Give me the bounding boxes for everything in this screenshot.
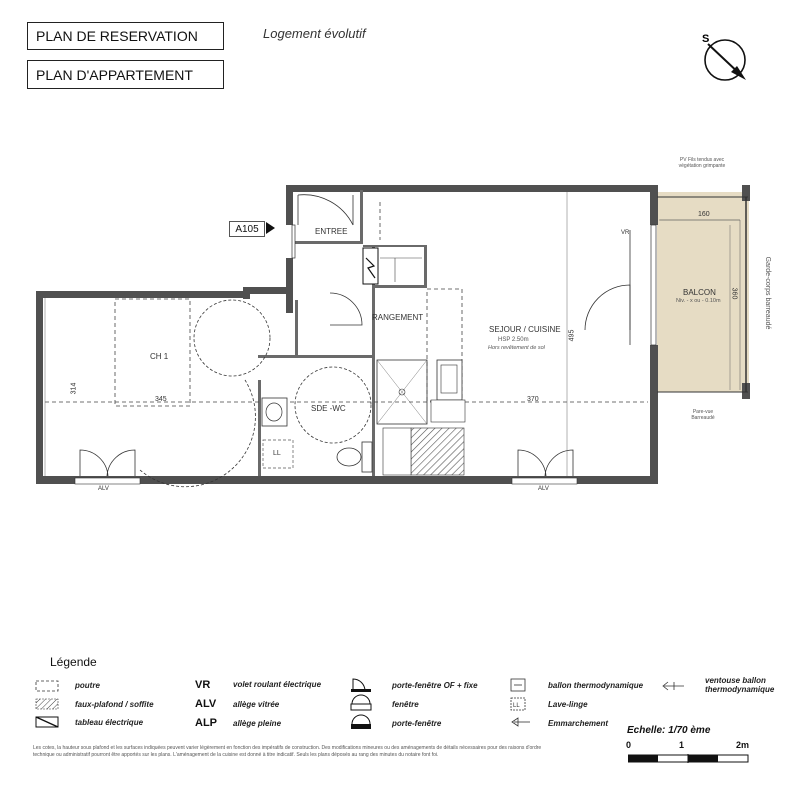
room-balcon: BALCON: [683, 288, 716, 297]
legend-alp-code: ALP: [195, 717, 217, 729]
note-pv-fils: PV Fils tendus avec végétation grimpante: [678, 157, 726, 169]
ballon-thermo-icon: [510, 678, 526, 692]
legend-faux-plafond: faux-plafond / soffite: [75, 700, 154, 709]
emmarchement-icon: [510, 716, 532, 728]
room-sejour: SEJOUR / CUISINE: [489, 325, 561, 334]
tableau-electrique-icon: [35, 716, 59, 728]
legend-alp-text: allège pleine: [233, 719, 282, 728]
faux-plafond-icon: [35, 698, 59, 710]
ventouse-icon: [660, 680, 686, 692]
room-rangement: RANGEMENT: [372, 313, 424, 322]
scale-tick-2: 2m: [736, 740, 750, 750]
room-sde-wc: SDE -WC: [311, 404, 346, 413]
dim-345: 345: [155, 396, 167, 403]
dim-360: 360: [730, 287, 738, 300]
scale-tick-1: 1: [679, 740, 685, 750]
plan-reservation-text: PLAN DE RESERVATION: [36, 28, 198, 44]
compass-letter: S: [702, 33, 710, 45]
porte-fenetre-fixe-icon: [350, 675, 372, 693]
apartment-ref-arrow-icon: [266, 222, 275, 234]
legend-ballon: ballon thermodynamique: [548, 681, 644, 690]
scale-tick-0: 0: [626, 740, 632, 750]
legend-vr-code: VR: [195, 679, 211, 691]
code-ll: LL: [273, 450, 281, 457]
legend-vr-text: volet roulant électrique: [233, 680, 322, 689]
code-alv-left: ALV: [98, 486, 109, 492]
legend-lave-linge: Lave-linge: [548, 700, 588, 709]
apartment-ref: A105: [229, 221, 265, 237]
legend-title: Légende: [50, 655, 97, 669]
legend-poutre: poutre: [75, 681, 100, 690]
scale-bar: [628, 754, 750, 764]
fenetre-icon: [350, 694, 372, 712]
legend-alv-text: allège vitrée: [233, 700, 280, 709]
disclaimer-text: Les cotes, la hauteur sous plafond et les surfaces indiquées peuvent varier légèrement en fonction des impératifs de construction. Des modifications mineures ou des aménagements de détails nécessaires pour des raisons d'ordre technique ou administratif pourront être apportés sur les plans. L'aménagement de la cuisine est donné à titre indicatif. Seuls les plans déposés au rang des minutes du notaire font foi.: [33, 745, 542, 758]
subtitle: Logement évolutif: [263, 26, 366, 41]
room-ch1: CH 1: [150, 352, 169, 361]
legend-fenetre: fenêtre: [392, 700, 419, 709]
doors: [80, 195, 630, 487]
dim-160: 160: [698, 211, 710, 218]
dim-314: 314: [70, 382, 78, 395]
legend-porte-fenetre-fixe: porte-fenêtre OF + fixe: [392, 681, 478, 690]
legend-emmarchement: Emmarchement: [548, 719, 609, 728]
sejour-note: Hors revêtement de sol: [488, 345, 545, 351]
porte-fenetre-icon: [350, 713, 372, 731]
poutre-icon: [35, 680, 59, 692]
legend-ventouse: ventouse ballon thermodynamique: [705, 676, 775, 694]
code-alv-right: ALV: [538, 486, 549, 492]
balcon-niveau: Niv. - x ou - 0.10m: [676, 298, 721, 304]
plan-appartement-text: PLAN D'APPARTEMENT: [36, 66, 193, 83]
legend-porte-fenetre: porte-fenêtre: [392, 719, 442, 728]
legend-alv-code: ALV: [195, 698, 217, 710]
room-entree: ENTREE: [315, 227, 348, 236]
note-pare-vue: Pare-vue Barreaudé: [691, 409, 715, 421]
lave-linge-icon: [510, 697, 526, 711]
svg-text:LL: LL: [513, 703, 520, 709]
scale-title: Echelle: 1/70 ème: [627, 725, 711, 736]
dim-370: 370: [527, 396, 539, 403]
sejour-hsp: HSP 2.50m: [498, 337, 529, 343]
legend-tableau: tableau électrique: [75, 718, 144, 727]
note-garde-corps: Garde-corps barreaudé: [764, 256, 771, 330]
dim-495: 495: [568, 329, 576, 342]
code-vr: VR: [621, 230, 630, 236]
